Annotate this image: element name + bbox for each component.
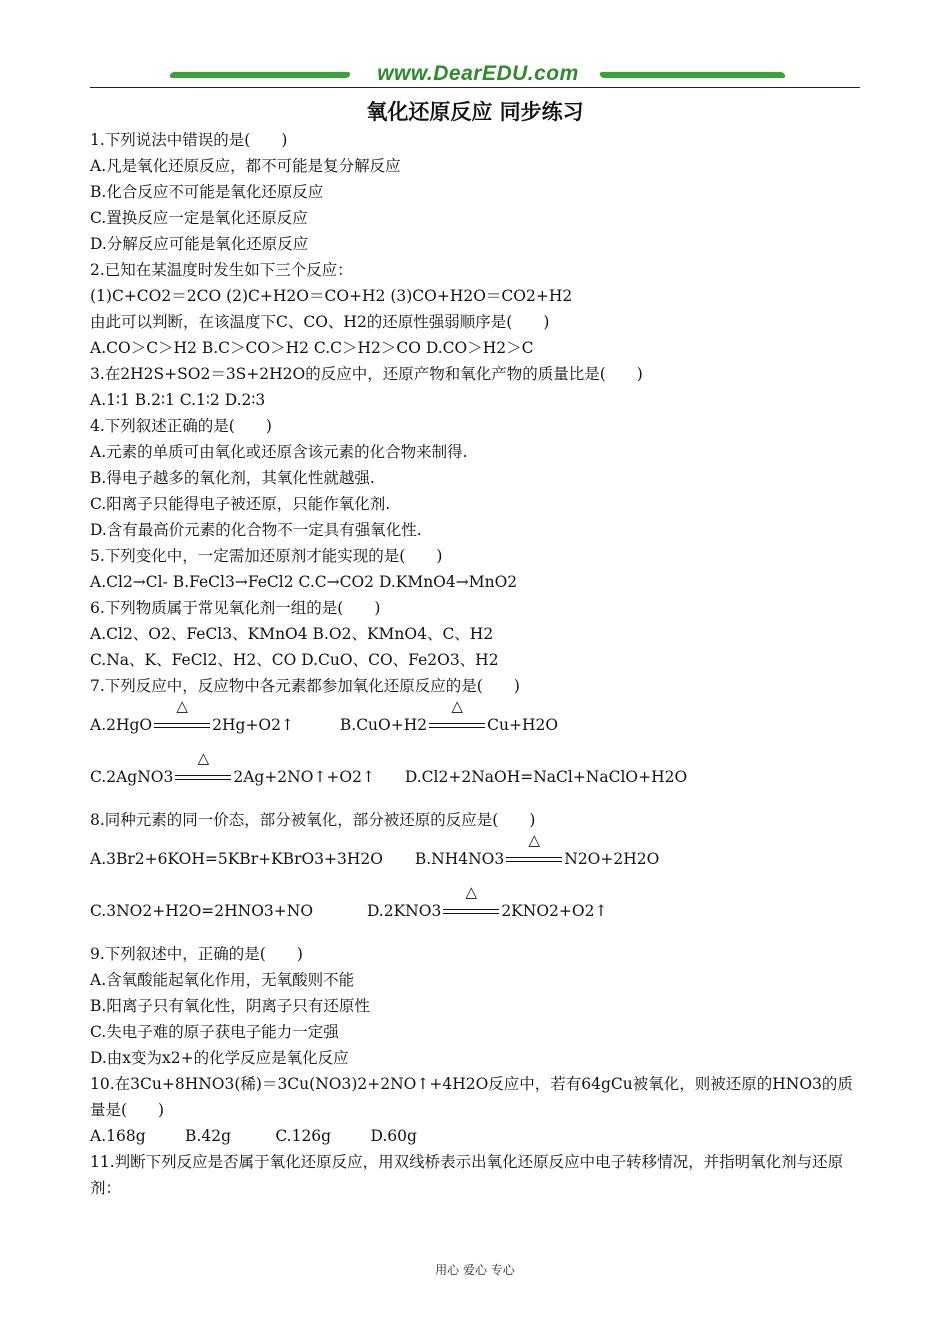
q8-options-cd — [90, 885, 865, 937]
q7-a-reactant: A.2HgO — [90, 716, 153, 734]
q7-b-product: Cu+H2O — [487, 716, 559, 734]
q7-option-d: D.Cl2+2NaOH=NaCl+NaClO+H2O — [404, 768, 688, 786]
q4-option-c: C.阳离子只能得电子被还原，只能作氧化剂. — [90, 495, 391, 513]
q9-option-c: C.失电子难的原子获电子能力一定强 — [90, 1023, 339, 1041]
q8-b-product: N2O+2H2O — [564, 850, 660, 868]
q4-option-d: D.含有最高价元素的化合物不一定具有强氧化性. — [90, 521, 422, 539]
heating-equals-sign — [443, 883, 499, 917]
q3-options: A.1∶1 B.2∶1 C.1∶2 D.2∶3 — [90, 391, 266, 409]
delta-heat-icon: △ — [197, 749, 210, 767]
header-rule — [90, 87, 860, 88]
q11-stem: 11.判断下列反应是否属于氧化还原反应，用双线桥表示出氧化还原反应中电子转移情况，并指明氧化剂与还原剂： — [90, 1153, 844, 1197]
q5-stem: 5.下列变化中，一定需加还原剂才能实现的是( ) — [90, 547, 443, 565]
q1-option-b: B.化合反应不可能是氧化还原反应 — [90, 183, 324, 201]
heating-equals-sign — [154, 697, 210, 731]
page-header — [90, 58, 860, 92]
q10-stem: 10.在3Cu+8HNO3(稀)＝3Cu(NO3)2+2NO↑+4H2O反应中，若有64gCu被氧化，则被还原的HNO3的质量是( ) — [90, 1075, 853, 1119]
header-swoosh-right — [599, 72, 786, 78]
q6-options-ab: A.Cl2、O2、FeCl3、KMnO4 B.O2、KMnO4、C、H2 — [90, 625, 494, 643]
delta-heat-icon: △ — [451, 697, 463, 715]
page-footer: 用心 爱心 专心 — [435, 1263, 515, 1277]
q2-options: A.CO＞C＞H2 B.C＞CO＞H2 C.C＞H2＞CO D.CO＞H2＞C — [90, 339, 534, 357]
q4-option-b: B.得电子越多的氧化剂，其氧化性就越强. — [90, 469, 375, 487]
q8-b-reactant: B.NH4NO3 — [414, 850, 505, 868]
q1-stem: 1.下列说法中错误的是( ) — [90, 131, 288, 149]
q7-options-ab — [90, 699, 865, 751]
page-title: 氧化还原反应 同步练习 — [366, 100, 584, 124]
q8-stem: 8.同种元素的同一价态，部分被氧化，部分被还原的反应是( ) — [90, 811, 536, 829]
q7-options-cd — [90, 751, 865, 803]
heating-equals-sign — [175, 749, 231, 783]
q9-stem: 9.下列叙述中，正确的是( ) — [90, 945, 303, 963]
header-swoosh-left — [169, 72, 351, 78]
q8-d-reactant: D.2KNO3 — [366, 902, 442, 920]
site-logo: www.DearEDU.com — [377, 62, 579, 85]
q1-option-d: D.分解反应可能是氧化还原反应 — [90, 235, 309, 253]
q2-question: 由此可以判断，在该温度下C、CO、H2的还原性强弱顺序是( ) — [90, 313, 550, 331]
q9-option-d: D.由x变为x2+的化学反应是氧化反应 — [90, 1049, 349, 1067]
q5-options: A.Cl2→Cl- B.FeCl3→FeCl2 C.C→CO2 D.KMnO4→MnO2 — [90, 573, 518, 591]
delta-heat-icon: △ — [465, 883, 478, 901]
q9-option-b: B.阳离子只有氧化性，阴离子只有还原性 — [90, 997, 370, 1015]
q6-options-cd: C.Na、K、FeCl2、H2、CO D.CuO、CO、Fe2O3、H2 — [90, 651, 499, 669]
q7-c-product: 2Ag+2NO↑+O2↑ — [233, 768, 375, 786]
exercise-body — [90, 127, 865, 1201]
q4-stem: 4.下列叙述正确的是( ) — [90, 417, 272, 435]
q2-reactions: (1)C+CO2＝2CO (2)C+H2O＝CO+H2 (3)CO+H2O＝CO2+H2 — [90, 287, 573, 305]
heating-equals-sign — [506, 831, 562, 865]
q10-options: A.168g B.42g C.126g D.60g — [90, 1127, 417, 1145]
q7-b-reactant: B.CuO+H2 — [339, 716, 428, 734]
q8-option-a: A.3Br2+6KOH=5KBr+KBrO3+3H2O — [90, 850, 383, 868]
q4-option-a: A.元素的单质可由氧化或还原含该元素的化合物来制得. — [90, 443, 468, 461]
delta-heat-icon: △ — [176, 697, 188, 715]
q6-stem: 6.下列物质属于常见氧化剂一组的是( ) — [90, 599, 381, 617]
q8-option-c: C.3NO2+H2O=2HNO3+NO — [90, 902, 314, 920]
q7-c-reactant: C.2AgNO3 — [90, 768, 174, 786]
q1-option-c: C.置换反应一定是氧化还原反应 — [90, 209, 308, 227]
q8-d-product: 2KNO2+O2↑ — [501, 902, 608, 920]
heating-equals-sign — [429, 697, 485, 731]
q8-options-ab — [90, 833, 865, 885]
q1-option-a: A.凡是氧化还原反应，都不可能是复分解反应 — [90, 157, 401, 175]
q9-option-a: A.含氧酸能起氧化作用，无氧酸则不能 — [90, 971, 355, 989]
q7-a-product: 2Hg+O2↑ — [212, 716, 294, 734]
q2-stem: 2.已知在某温度时发生如下三个反应： — [90, 261, 353, 279]
q3-stem: 3.在2H2S+SO2＝3S+2H2O的反应中，还原产物和氧化产物的质量比是( ) — [90, 365, 643, 383]
q7-stem: 7.下列反应中，反应物中各元素都参加氧化还原反应的是( ) — [90, 677, 520, 695]
delta-heat-icon: △ — [528, 831, 541, 849]
